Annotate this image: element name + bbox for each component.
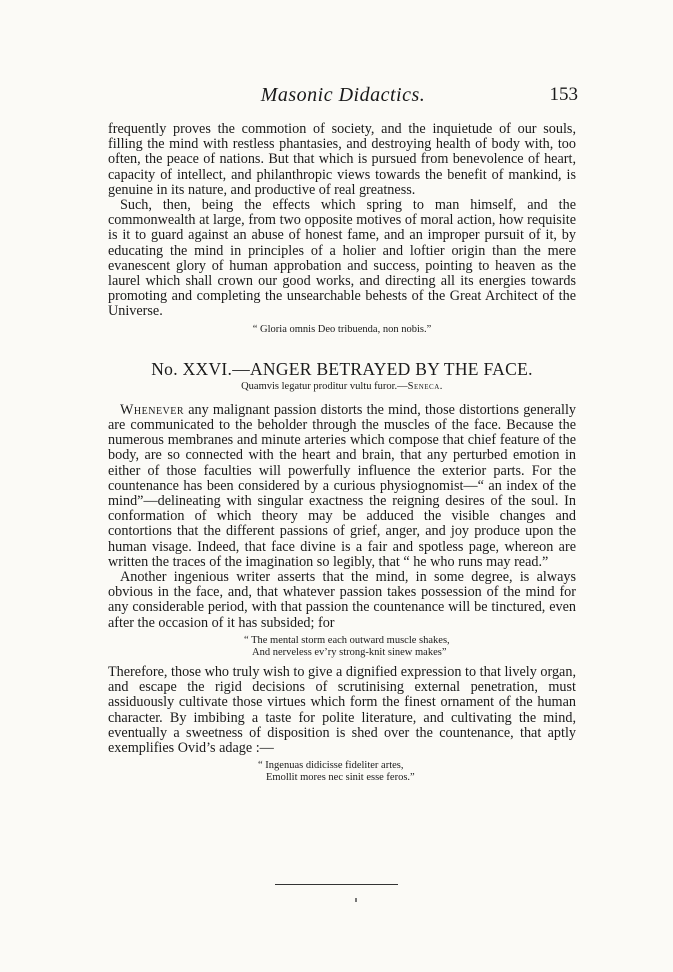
paragraph-1: frequently proves the commotion of society, and the inquietude of our souls, filling the mind with restless phantasies, and destroying health of body with, too often, the peace of nations. But that which is pursued from benevolence of heart, capacity of intellect, and philanthropic views towards the benefit of mankind, is genuine in its nature, and productive of real greatness. (108, 121, 576, 198)
verse-quote-mental-storm (108, 635, 576, 659)
paragraph-4: Another ingenious writer asserts that the mind, in some degree, is always obvious in the face, and, that whatever passion takes possession of the mind for any considerable period, with that passion the countenance will be tinctured, even after the occasion of it has subsided; for (108, 569, 576, 631)
printer-mark (355, 898, 357, 902)
verse-line-2: And nerveless ev’ry strong-knit sinew makes” (252, 646, 447, 658)
ovid-line-2: Emollit mores nec sinit esse feros.” (266, 772, 415, 784)
paragraph-3 (108, 403, 576, 570)
verse-quote-ovid (108, 760, 576, 784)
running-title: Masonic Didactics. (260, 84, 426, 106)
epigraph-text: Quamvis legatur proditur vultu furor.— (241, 380, 408, 392)
paragraph-2: Such, then, being the effects which spring to man himself, and the commonwealth at large, from two opposite motives of moral action, how requisite is it to guard against an abuse of honest fame, and an improper pursuit of it, by educating the mind in principles of a holier and loftier origin than the mere evanescent glory of human approbation and success, pointing to heaven as the laurel which shall crown our good works, and directing all its energies towards promoting and completing the unsearchable behests of the Great Architect of the Universe. (108, 197, 576, 320)
paragraph-5: Therefore, those who truly wish to give a dignified expression to that lively organ, and escape the rigid decisions of scrutinising external penetration, must assiduously cultivate those virtues which form the finest ornament of the human character. By imbibing a taste for polite literature, and cultivating the mind, eventually a sweetness of disposition is shed over the countenance, that aptly exemplifies Ovid’s adage :— (108, 663, 576, 756)
paragraph-3-lead: Whenever (120, 401, 185, 418)
section-heading: No. XXVI.—ANGER BETRAYED BY THE FACE. (151, 358, 533, 379)
ovid-line-1: “ Ingenuas didicisse fideliter artes, (258, 760, 404, 772)
verse-line-1: “ The mental storm each outward muscle shakes, (244, 634, 450, 646)
epigraph-author: Seneca. (407, 380, 443, 392)
epigraph (108, 381, 576, 393)
paragraph-3-text: any malignant passion distorts the mind, those distortions generally are communicated to the beholder through the muscles of the face. Because the numerous membranes and minute arteries which compose that chief feature of the body, are so connected with the heart and brain, that any perturbed emotion in either of those faculties will powerfully influence the exterior parts. For the countenance has been considered by a curious physiognomist—“ an index of the mind”—delineating with singular exactness the reigning desires of the soul. In conformation of which theory may be adduced the visible changes and contortions that the different passions of grief, anger, and joy produce upon the human visage. Indeed, that face divine is a fair and spotless page, whereon are written the traces of the imagination so legibly, that “ he who runs may read.” (108, 401, 576, 570)
page-header (108, 84, 578, 108)
closing-rule (275, 884, 398, 885)
page-body (108, 122, 576, 790)
latin-quote-gloria: “ Gloria omnis Deo tribuenda, non nobis.” (252, 323, 432, 335)
page-number: 153 (549, 84, 578, 105)
